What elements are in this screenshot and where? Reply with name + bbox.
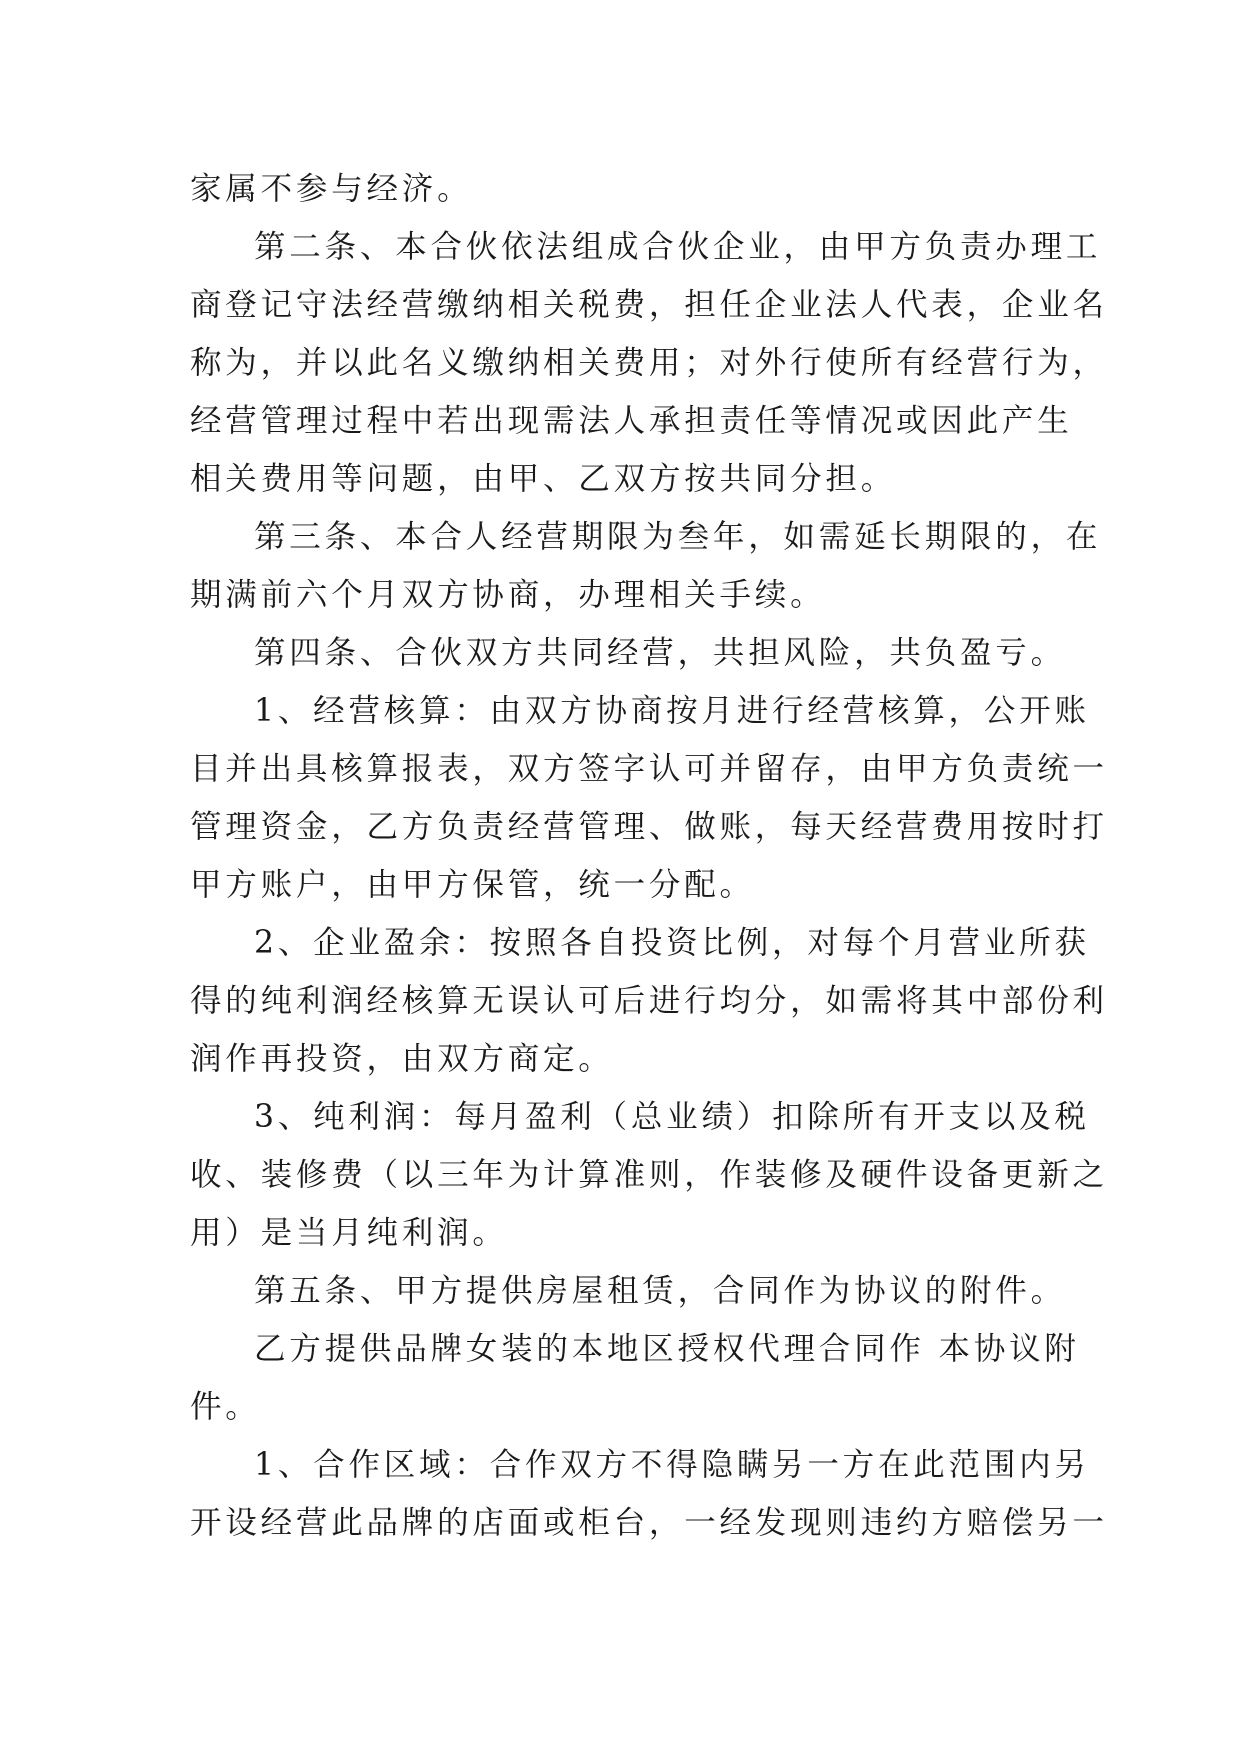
text-line-11: 目并出具核算报表，双方签字认可并留存，由甲方负责统一 (190, 751, 1108, 787)
text-line-19: 用）是当月纯利润。 (190, 1215, 508, 1251)
text-line-23: 1、合作区域：合作双方不得隐瞒另一方在此范围内另 (254, 1447, 1090, 1483)
document-body (190, 160, 1108, 1552)
text-line-24: 开设经营此品牌的店面或柜台，一经发现则违约方赔偿另一 (190, 1505, 1108, 1541)
text-line-15: 得的纯利润经核算无误认可后进行均分，如需将其中部份利 (190, 983, 1108, 1019)
text-line-21: 乙方提供品牌女装的本地区授权代理合同作 本协议附 (254, 1331, 1080, 1367)
text-line-4: 称为，并以此名义缴纳相关费用；对外行使所有经营行为， (190, 345, 1108, 381)
text-line-6: 相关费用等问题，由甲、乙双方按共同分担。 (190, 461, 897, 497)
text-line-16: 润作再投资，由双方商定。 (190, 1041, 614, 1077)
text-line-8: 期满前六个月双方协商，办理相关手续。 (190, 577, 826, 613)
text-line-9: 第四条、合伙双方共同经营，共担风险，共负盈亏。 (254, 635, 1066, 671)
text-line-13: 甲方账户，由甲方保管，统一分配。 (190, 867, 755, 903)
text-line-17: 3、纯利润：每月盈利（总业绩）扣除所有开支以及税 (254, 1099, 1090, 1135)
text-line-1: 家属不参与经济。 (190, 171, 473, 207)
text-line-10: 1、经营核算：由双方协商按月进行经营核算，公开账 (254, 693, 1090, 729)
text-line-2: 第二条、本合伙依法组成合伙企业，由甲方负责办理工 (254, 229, 1102, 265)
text-line-14: 2、企业盈余：按照各自投资比例，对每个月营业所获 (254, 925, 1090, 961)
text-line-22: 件。 (190, 1389, 261, 1425)
text-line-12: 管理资金，乙方负责经营管理、做账，每天经营费用按时打 (190, 809, 1108, 845)
text-line-20: 第五条、甲方提供房屋租赁，合同作为协议的附件。 (254, 1273, 1066, 1309)
text-line-5: 经营管理过程中若出现需法人承担责任等情况或因此产生 (190, 403, 1073, 439)
text-line-7: 第三条、本合人经营期限为叁年，如需延长期限的，在 (254, 519, 1102, 555)
text-line-3: 商登记守法经营缴纳相关税费，担任企业法人代表，企业名 (190, 287, 1108, 323)
text-line-18: 收、装修费（以三年为计算准则，作装修及硬件设备更新之 (190, 1157, 1108, 1193)
